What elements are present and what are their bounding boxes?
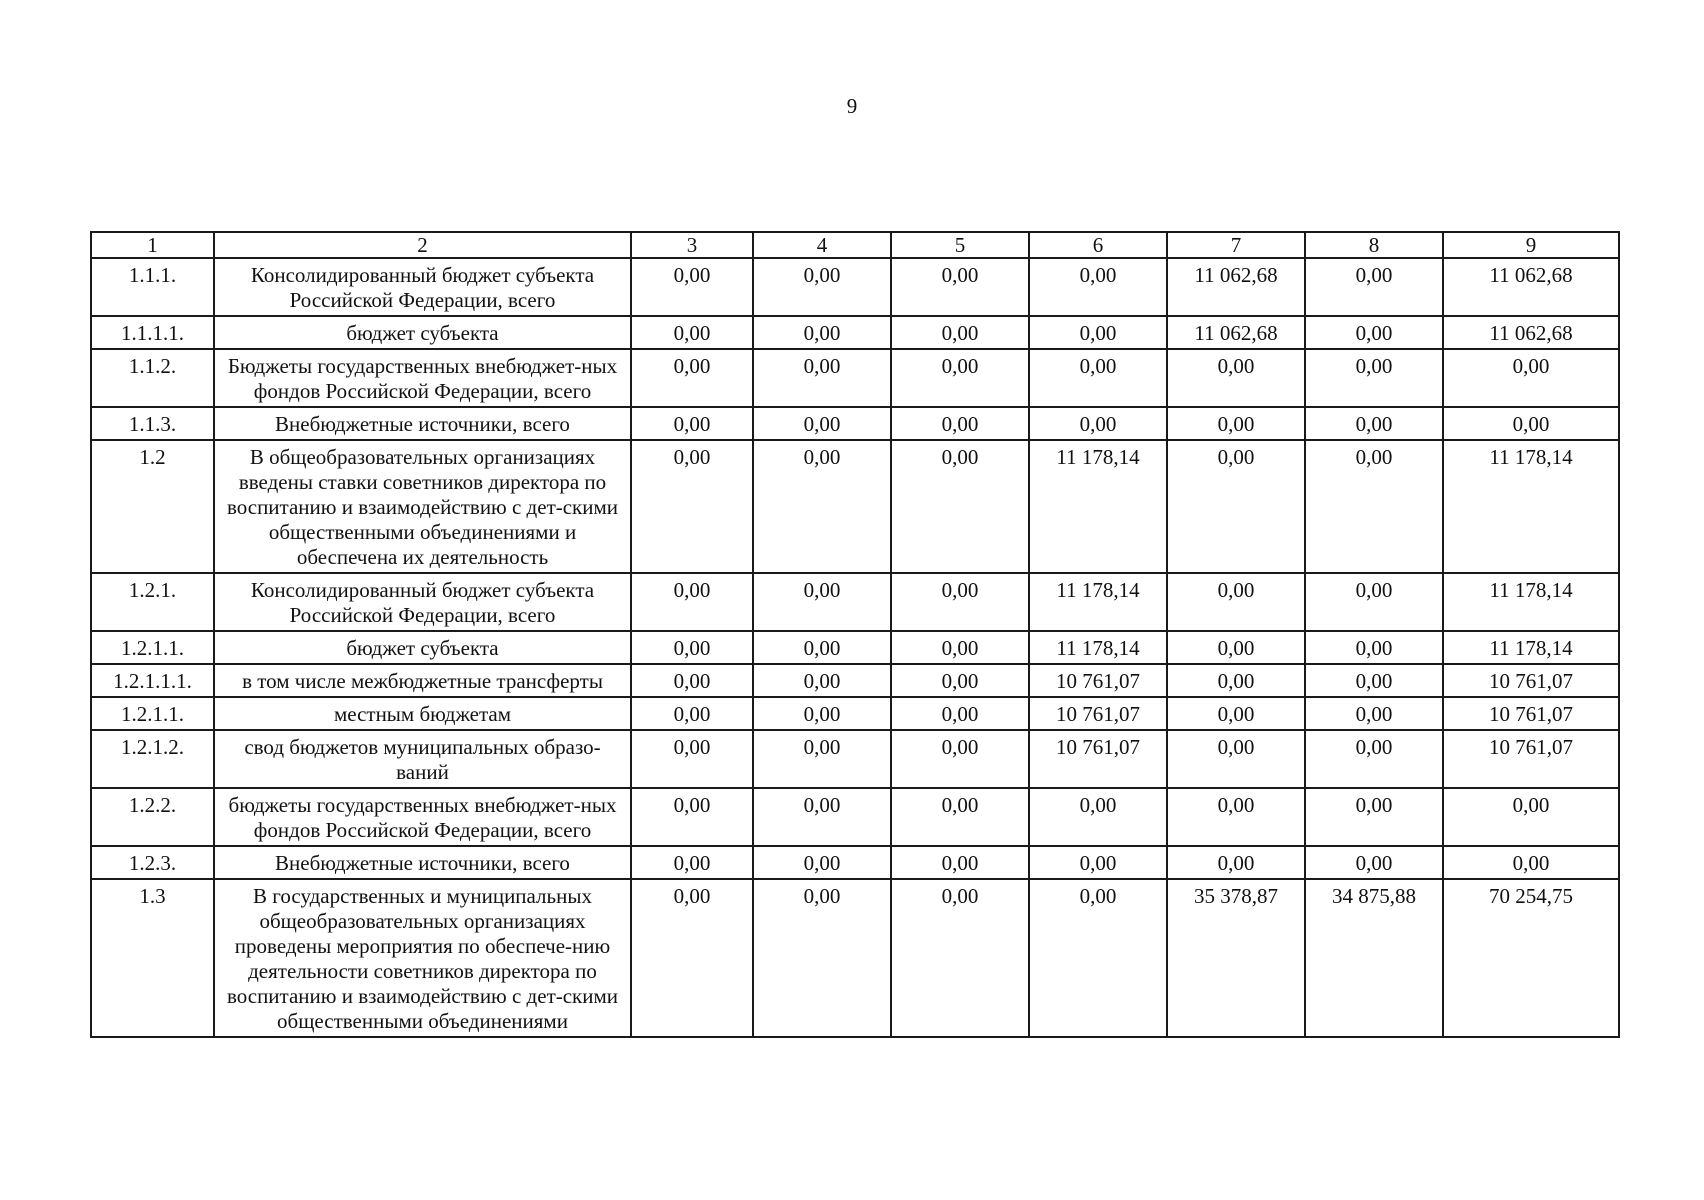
value-cell: 11 178,14 (1029, 631, 1167, 664)
row-name-cell: в том числе межбюджетные трансферты (214, 664, 631, 697)
value-cell: 10 761,07 (1029, 730, 1167, 788)
row-code-cell: 1.1.2. (91, 349, 214, 407)
value-cell: 0,00 (1305, 258, 1443, 316)
value-cell: 0,00 (631, 697, 753, 730)
budget-table (90, 231, 1620, 1038)
column-header: 3 (631, 232, 753, 258)
row-code-cell: 1.2.2. (91, 788, 214, 846)
value-cell: 0,00 (1443, 788, 1619, 846)
column-header: 7 (1167, 232, 1305, 258)
value-cell: 0,00 (753, 573, 891, 631)
row-name-cell: бюджет субъекта (214, 316, 631, 349)
value-cell: 0,00 (753, 788, 891, 846)
value-cell: 0,00 (891, 349, 1029, 407)
value-cell: 0,00 (753, 697, 891, 730)
value-cell: 10 761,07 (1029, 697, 1167, 730)
value-cell: 0,00 (1167, 730, 1305, 788)
value-cell: 0,00 (891, 258, 1029, 316)
value-cell: 0,00 (753, 730, 891, 788)
value-cell: 0,00 (753, 631, 891, 664)
value-cell: 0,00 (1305, 631, 1443, 664)
column-number-row (91, 232, 1619, 258)
value-cell: 0,00 (891, 664, 1029, 697)
row-code-cell: 1.1.1. (91, 258, 214, 316)
value-cell: 0,00 (753, 664, 891, 697)
value-cell: 35 378,87 (1167, 879, 1305, 1037)
value-cell: 0,00 (1305, 573, 1443, 631)
value-cell: 0,00 (1305, 349, 1443, 407)
value-cell: 34 875,88 (1305, 879, 1443, 1037)
value-cell: 0,00 (891, 631, 1029, 664)
row-code-cell: 1.2.1.1.1. (91, 664, 214, 697)
value-cell: 0,00 (631, 664, 753, 697)
value-cell: 11 062,68 (1167, 316, 1305, 349)
row-name-cell: В государственных и муниципальных общеобразовательных организациях проведены мероприятия по обеспече-нию деятельности советников директора по воспитанию и взаимодействию с дет-скими общественными объединениями (214, 879, 631, 1037)
value-cell: 0,00 (891, 730, 1029, 788)
value-cell: 0,00 (891, 316, 1029, 349)
row-name-cell: свод бюджетов муниципальных образо-ваний (214, 730, 631, 788)
row-name-cell: Бюджеты государственных внебюджет-ных фондов Российской Федерации, всего (214, 349, 631, 407)
row-code-cell: 1.2.1. (91, 573, 214, 631)
value-cell: 0,00 (753, 846, 891, 879)
row-code-cell: 1.1.3. (91, 407, 214, 440)
value-cell: 0,00 (1167, 697, 1305, 730)
value-cell: 0,00 (1305, 440, 1443, 573)
value-cell: 0,00 (891, 846, 1029, 879)
table-row (91, 846, 1619, 879)
value-cell: 0,00 (753, 440, 891, 573)
table-row (91, 879, 1619, 1037)
value-cell: 0,00 (753, 349, 891, 407)
table-row (91, 664, 1619, 697)
value-cell: 0,00 (1167, 631, 1305, 664)
value-cell: 0,00 (1029, 316, 1167, 349)
value-cell: 0,00 (1167, 440, 1305, 573)
value-cell: 0,00 (631, 440, 753, 573)
value-cell: 0,00 (1305, 788, 1443, 846)
column-header: 2 (214, 232, 631, 258)
value-cell: 0,00 (1167, 349, 1305, 407)
value-cell: 0,00 (1167, 573, 1305, 631)
row-code-cell: 1.2.1.2. (91, 730, 214, 788)
row-name-cell: бюджет субъекта (214, 631, 631, 664)
value-cell: 0,00 (1029, 788, 1167, 846)
row-code-cell: 1.2.1.1. (91, 631, 214, 664)
row-name-cell: В общеобразовательных организациях введены ставки советников директора по воспитанию и взаимодействию с дет-скими общественными объединениями и обеспечена их деятельность (214, 440, 631, 573)
row-name-cell: Внебюджетные источники, всего (214, 846, 631, 879)
value-cell: 0,00 (1029, 846, 1167, 879)
row-code-cell: 1.1.1.1. (91, 316, 214, 349)
value-cell: 0,00 (631, 788, 753, 846)
value-cell: 0,00 (631, 573, 753, 631)
value-cell: 0,00 (1305, 316, 1443, 349)
row-code-cell: 1.2 (91, 440, 214, 573)
column-header: 9 (1443, 232, 1619, 258)
table-row (91, 697, 1619, 730)
value-cell: 0,00 (1167, 846, 1305, 879)
row-name-cell: Консолидированный бюджет субъекта Российской Федерации, всего (214, 573, 631, 631)
value-cell: 0,00 (753, 258, 891, 316)
value-cell: 0,00 (891, 879, 1029, 1037)
value-cell: 10 761,07 (1443, 664, 1619, 697)
value-cell: 0,00 (631, 316, 753, 349)
value-cell: 0,00 (1167, 407, 1305, 440)
value-cell: 0,00 (1305, 697, 1443, 730)
page-number: 9 (846, 94, 858, 118)
value-cell: 0,00 (631, 407, 753, 440)
row-name-cell: Внебюджетные источники, всего (214, 407, 631, 440)
row-code-cell: 1.2.1.1. (91, 697, 214, 730)
value-cell: 11 178,14 (1029, 440, 1167, 573)
table-row (91, 440, 1619, 573)
value-cell: 0,00 (631, 258, 753, 316)
value-cell: 11 178,14 (1443, 631, 1619, 664)
value-cell: 0,00 (1305, 664, 1443, 697)
column-header: 5 (891, 232, 1029, 258)
table-row (91, 349, 1619, 407)
value-cell: 11 062,68 (1167, 258, 1305, 316)
table-row (91, 316, 1619, 349)
value-cell: 11 062,68 (1443, 316, 1619, 349)
row-name-cell: Консолидированный бюджет субъекта Российской Федерации, всего (214, 258, 631, 316)
row-code-cell: 1.2.3. (91, 846, 214, 879)
value-cell: 0,00 (753, 879, 891, 1037)
value-cell: 0,00 (753, 407, 891, 440)
value-cell: 0,00 (631, 730, 753, 788)
value-cell: 0,00 (1443, 349, 1619, 407)
column-header: 8 (1305, 232, 1443, 258)
value-cell: 0,00 (753, 316, 891, 349)
value-cell: 10 761,07 (1029, 664, 1167, 697)
value-cell: 70 254,75 (1443, 879, 1619, 1037)
value-cell: 0,00 (631, 631, 753, 664)
table-row (91, 788, 1619, 846)
value-cell: 0,00 (891, 788, 1029, 846)
value-cell: 0,00 (631, 879, 753, 1037)
row-name-cell: бюджеты государственных внебюджет-ных фондов Российской Федерации, всего (214, 788, 631, 846)
value-cell: 11 178,14 (1443, 573, 1619, 631)
value-cell: 10 761,07 (1443, 730, 1619, 788)
column-header: 6 (1029, 232, 1167, 258)
value-cell: 0,00 (891, 440, 1029, 573)
value-cell: 0,00 (1305, 407, 1443, 440)
table-row (91, 730, 1619, 788)
value-cell: 0,00 (631, 846, 753, 879)
value-cell: 0,00 (891, 697, 1029, 730)
value-cell: 0,00 (1443, 407, 1619, 440)
value-cell: 10 761,07 (1443, 697, 1619, 730)
column-header: 1 (91, 232, 214, 258)
value-cell: 11 178,14 (1443, 440, 1619, 573)
value-cell: 0,00 (1305, 846, 1443, 879)
value-cell: 0,00 (1167, 664, 1305, 697)
row-code-cell: 1.3 (91, 879, 214, 1037)
value-cell: 0,00 (1029, 407, 1167, 440)
value-cell: 11 178,14 (1029, 573, 1167, 631)
value-cell: 0,00 (891, 573, 1029, 631)
value-cell: 0,00 (1029, 349, 1167, 407)
table-body (91, 232, 1619, 1037)
table-row (91, 573, 1619, 631)
value-cell: 0,00 (1029, 258, 1167, 316)
value-cell: 0,00 (1167, 788, 1305, 846)
value-cell: 11 062,68 (1443, 258, 1619, 316)
table-row (91, 258, 1619, 316)
value-cell: 0,00 (1443, 846, 1619, 879)
value-cell: 0,00 (1029, 879, 1167, 1037)
row-name-cell: местным бюджетам (214, 697, 631, 730)
value-cell: 0,00 (631, 349, 753, 407)
value-cell: 0,00 (891, 407, 1029, 440)
table-row (91, 407, 1619, 440)
column-header: 4 (753, 232, 891, 258)
value-cell: 0,00 (1305, 730, 1443, 788)
table-row (91, 631, 1619, 664)
